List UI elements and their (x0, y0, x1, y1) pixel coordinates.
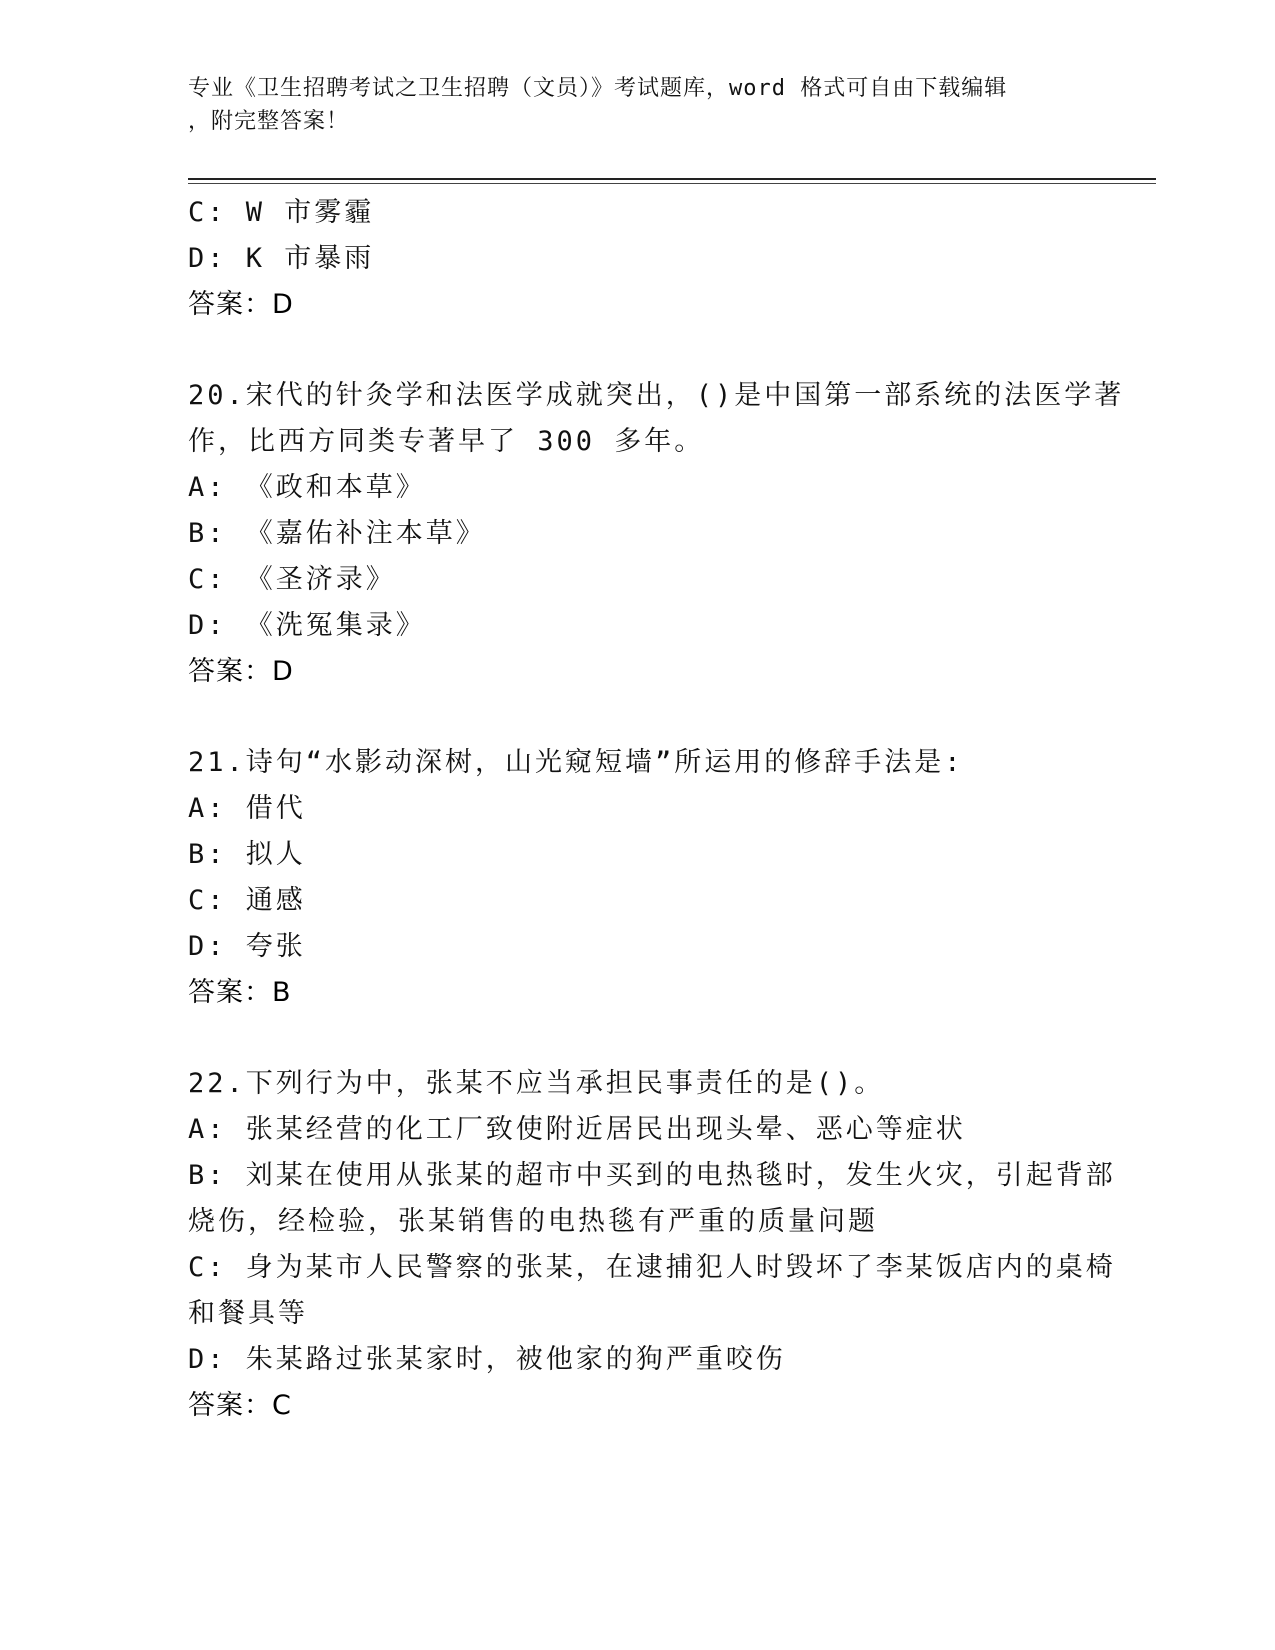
option-c: C: 通感 (188, 885, 306, 916)
answer-line: 答案：C (188, 1390, 292, 1421)
question-stem: 作，比西方同类专著早了 300 多年。 (188, 426, 705, 457)
option-b: B: 拟人 (188, 839, 306, 870)
question-20 (188, 373, 1125, 695)
option-a: A: 《政和本草》 (188, 472, 426, 503)
option-d: D: 夸张 (188, 931, 306, 962)
spacer (188, 695, 1088, 740)
option-c-continued: 和餐具等 (188, 1298, 308, 1329)
question-22 (188, 1061, 1116, 1429)
question-content (188, 190, 1125, 1429)
option-c: C: 《圣济录》 (188, 564, 396, 595)
answer-line: 答案：D (188, 656, 294, 687)
option-b: B: 《嘉佑补注本草》 (188, 518, 486, 549)
option-d: D: 《洗冤集录》 (188, 610, 426, 641)
header-line-1: 专业《卫生招聘考试之卫生招聘（文员）》考试题库，word 格式可自由下载编辑 (188, 76, 1008, 101)
option-b: B: 刘某在使用从张某的超市中买到的电热毯时，发生火灾，引起背部 (188, 1160, 1116, 1191)
answer-line: 答案：D (188, 289, 294, 320)
header-line-2: ，附完整答案！ (188, 109, 350, 134)
question-stem: 21.诗句“水影动深树，山光窥短墙”所运用的修辞手法是: (188, 747, 964, 778)
option-c: C: W 市雾霾 (188, 197, 375, 228)
option-d: D: 朱某路过张某家时，被他家的狗严重咬伤 (188, 1344, 786, 1375)
spacer (188, 328, 1088, 373)
question-stem: 20.宋代的针灸学和法医学成就突出，()是中国第一部系统的法医学著 (188, 380, 1125, 411)
option-a: A: 张某经营的化工厂致使附近居民出现头晕、恶心等症状 (188, 1114, 966, 1145)
header-divider-thick (188, 178, 1156, 180)
question-stem: 22.下列行为中，张某不应当承担民事责任的是()。 (188, 1068, 885, 1099)
option-b-continued: 烧伤，经检验，张某销售的电热毯有严重的质量问题 (188, 1206, 878, 1237)
option-a: A: 借代 (188, 793, 306, 824)
question-21 (188, 740, 1088, 1016)
header-divider-thin (188, 183, 1156, 184)
page-header (188, 72, 1068, 138)
option-c: C: 身为某市人民警察的张某，在逮捕犯人时毁坏了李某饭店内的桌椅 (188, 1252, 1116, 1283)
option-d: D: K 市暴雨 (188, 243, 375, 274)
answer-line: 答案：B (188, 977, 292, 1008)
spacer (188, 1016, 1088, 1061)
question-19-continuation (188, 190, 1088, 328)
